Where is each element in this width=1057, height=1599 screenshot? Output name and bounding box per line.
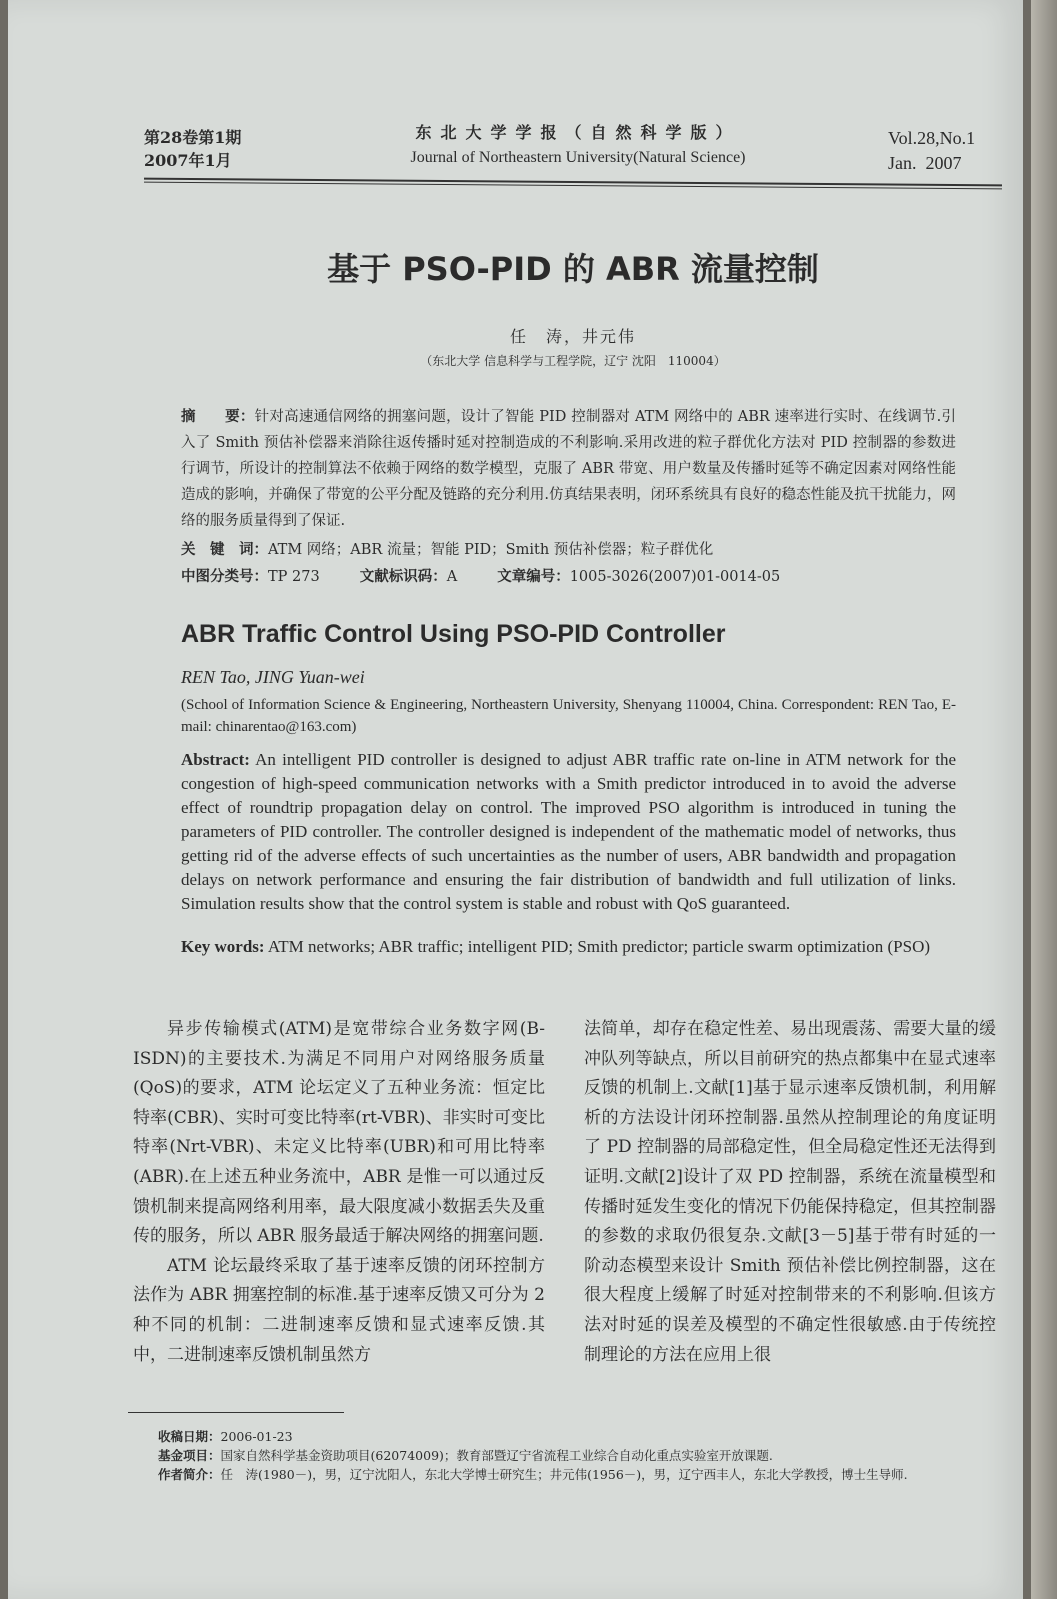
keywords-en-label: Key words:: [181, 937, 265, 956]
journal-page: [8, 0, 1023, 1599]
keywords-cn-label: 关 键 词：: [181, 542, 268, 558]
journal-name-cn: 东北大学学报（自然科学版）: [415, 123, 741, 142]
clc-value: TP 273: [268, 569, 320, 585]
received-label: 收稿日期：: [158, 1429, 221, 1444]
footnote-rule: [128, 1412, 344, 1413]
volume-cn: 第28卷第1期: [144, 128, 242, 147]
footnote-received: [158, 1427, 293, 1446]
body-paragraph: 法简单，却存在稳定性差、易出现震荡、需要大量的缓冲队列等缺点，所以目前研究的热点都集中在显式速率反馈的机制上.文献[1]基于显示速率反馈机制，利用解析的方法设计闭环控制器.虽然从控制理论的角度证明了 PD 控制器的局部稳定性，但全局稳定性还无法得到证明.文献[2]设计了双 PD 控制器，系统在流量模型和传播时延发生变化的情况下仍能保持稳定，但其控制器的参数的求取仍很复杂.文献[3－5]基于带有时延的一阶动态模型来设计 Smith 预估补偿比例控制器，这在很大程度上缓解了时延对控制带来的不利影响.但该方法对时延的误差及模型的不确定性很敏感.由于传统控制理论的方法在应用上很: [584, 1019, 996, 1365]
article-no-value: 1005-3026(2007)01-0014-05: [569, 569, 781, 585]
abstract-en-text: An intelligent PID controller is designed to adjust ABR traffic rate on-line in ATM network for the congestion of high-speed communication networks with a Smith predictor introduced in to avoid the adverse effect of roundtrip propagation delay on control. The improved PSO algorithm is introduced in tuning the parameters of PID controller. The controller designed is independent of the mathematic model of networks, thus getting rid of the adverse effects of such uncertainties as the number of users, ABR bandwidth and propagation delays on network performance and ensuring the fair distribution of bandwidth and full utilization of links. Simulation results show that the control system is stable and robust with QoS guaranteed.: [181, 750, 956, 913]
authors-en: REN Tao, JING Yuan-wei: [181, 667, 365, 687]
body-column-right: [584, 1015, 996, 1370]
abstract-cn-label: 摘 要：: [181, 409, 255, 425]
keywords-cn-text: ATM 网络；ABR 流量；智能 PID；Smith 预估补偿器；粒子群优化: [268, 542, 714, 558]
header-center: [348, 120, 808, 167]
keywords-en-text: ATM networks; ABR traffic; intelligent PID; Smith predictor; particle swarm optimization (PSO): [267, 937, 931, 956]
clc-label: 中图分类号：: [181, 569, 268, 585]
abstract-cn: [181, 404, 956, 534]
fund-value: 国家自然科学基金资助项目(62074009)；教育部暨辽宁省流程工业综合自动化重点实验室开放课题.: [220, 1448, 773, 1463]
paper-title-en: ABR Traffic Control Using PSO-PID Controller: [181, 620, 726, 648]
date-en: Jan. 2007: [888, 153, 962, 173]
header-left: [144, 126, 241, 172]
body-paragraph: ATM 论坛最终采取了基于速率反馈的闭环控制方法作为 ABR 拥塞控制的标准.基于速率反馈又可分为 2 种不同的机制：二进制速率反馈和显式速率反馈.其中，二进制速率反馈机制虽然方: [133, 1255, 545, 1365]
affiliation-cn: （东北大学 信息科学与工程学院，辽宁 沈阳 110004）: [420, 354, 726, 368]
paper-title-cn: 基于 PSO-PID 的 ABR 流量控制: [327, 250, 819, 288]
article-no-label: 文章编号：: [497, 569, 570, 585]
footnote-bio: [158, 1465, 908, 1484]
doc-code-value: A: [446, 569, 458, 585]
journal-name-en: Journal of Northeastern University(Natural Science): [410, 149, 746, 166]
bio-value: 任 涛(1980－)，男，辽宁沈阳人，东北大学博士研究生；井元伟(1956－)，男，辽宁西丰人，东北大学教授，博士生导师.: [220, 1467, 908, 1482]
date-cn: 2007年1月: [144, 151, 232, 170]
abstract-en: [181, 748, 956, 916]
bio-label: 作者简介：: [158, 1467, 221, 1482]
keywords-en: [181, 935, 956, 959]
body-paragraph: 异步传输模式(ATM)是宽带综合业务数字网(B-ISDN)的主要技术.为满足不同用户对网络服务质量(QoS)的要求，ATM 论坛定义了五种业务流：恒定比特率(CBR)、实时可变比特率(rt-VBR)、非实时可变比特率(Nrt-VBR)、未定义比特率(UBR)和可用比特率(ABR).在上述五种业务流中，ABR 是惟一可以通过反馈机制来提高网络利用率，最大限度减小数据丢失及重传的服务，所以 ABR 服务最适于解决网络的拥塞问题.: [133, 1019, 545, 1247]
fund-label: 基金项目：: [158, 1448, 221, 1463]
received-value: 2006-01-23: [220, 1429, 293, 1444]
affiliation-en: (School of Information Science & Engineering, Northeastern University, Shenyang 110004, China. Correspondent: REN Tao, E-mail: chinarentao@163.com): [181, 697, 956, 735]
keywords-cn: [181, 538, 956, 559]
footnote-fund: [158, 1446, 773, 1465]
header-right: [888, 126, 975, 176]
book-edge: [1031, 0, 1057, 1599]
abstract-cn-text: 针对高速通信网络的拥塞问题，设计了智能 PID 控制器对 ATM 网络中的 ABR 速率进行实时、在线调节.引入了 Smith 预估补偿器来消除往返传播时延对控制造成的不利影响.采用改进的粒子群优化方法对 PID 控制器的参数进行调节，所设计的控制算法不依赖于网络的数学模型，克服了 ABR 带宽、用户数量及传播时延等不确定因素对网络性能造成的影响，并确保了带宽的公平分配及链路的充分利用.仿真结果表明，闭环系统具有良好的稳态性能及抗干扰能力，网络的服务质量得到了保证.: [181, 409, 956, 529]
doc-code-label: 文献标识码：: [359, 569, 447, 585]
abstract-en-label: Abstract:: [181, 750, 250, 769]
volume-en: Vol.28,No.1: [888, 128, 976, 148]
classification-line: [181, 565, 956, 586]
body-column-left: [133, 1015, 545, 1370]
authors-cn: 任 涛，井元伟: [509, 327, 636, 346]
